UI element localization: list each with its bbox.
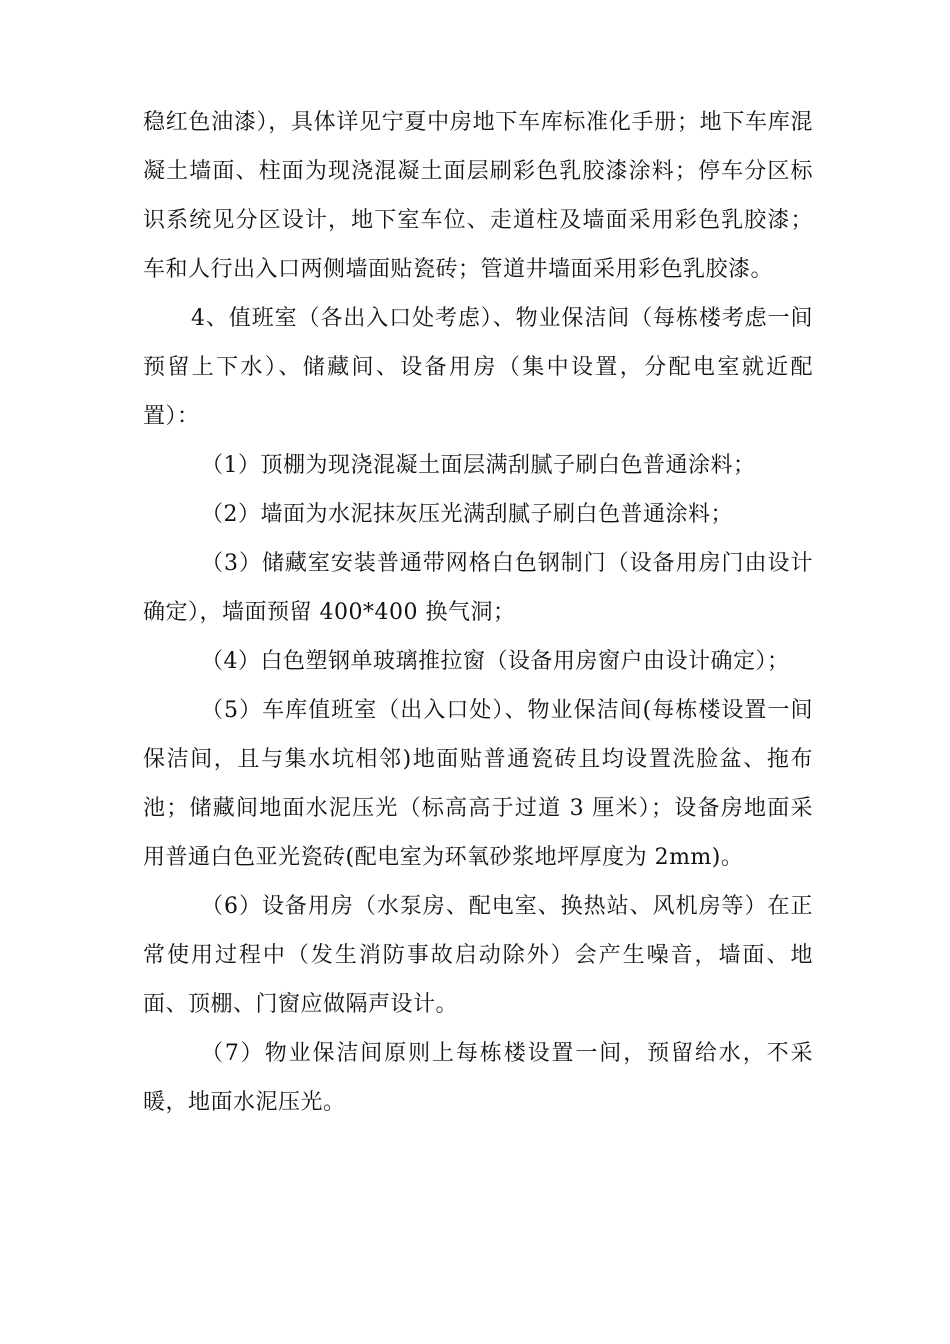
paragraph-section-4: 4、值班室（各出入口处考虑）、物业保洁间（每栋楼考虑一间预留上下水）、储藏间、设备用房（集中设置，分配电室就近配置）：: [143, 306, 813, 429]
document-body: [143, 98, 813, 1127]
list-item-1: （1）顶棚为现浇混凝土面层满刮腻子刷白色普通涂料；: [201, 453, 756, 478]
list-item-2: （2）墙面为水泥抹灰压光满刮腻子刷白色普通涂料；: [201, 502, 733, 527]
paragraph-continuation: 稳红色油漆），具体详见宁夏中房地下车库标准化手册；地下车库混凝土墙面、柱面为现浇混凝土面层刷彩色乳胶漆涂料；停车分区标识系统见分区设计，地下室车位、走道柱及墙面采用彩色乳胶漆；车和人行出入口两侧墙面贴瓷砖；管道井墙面采用彩色乳胶漆。: [143, 110, 813, 282]
list-item-4: （4）白色塑钢单玻璃推拉窗（设备用房窗户由设计确定）；: [201, 649, 790, 674]
list-item-7: （7）物业保洁间原则上每栋楼设置一间，预留给水，不采暖，地面水泥压光。: [143, 1041, 813, 1115]
list-item-6: （6）设备用房（水泵房、配电室、换热站、风机房等）在正常使用过程中（发生消防事故启动除外）会产生噪音，墙面、地面、顶棚、门窗应做隔声设计。: [143, 894, 813, 1017]
list-item-3: （3）储藏室安装普通带网格白色钢制门（设备用房门由设计确定），墙面预留 400*400 换气洞；: [143, 551, 813, 625]
list-item-5: （5）车库值班室（出入口处）、物业保洁间(每栋楼设置一间保洁间，且与集水坑相邻)地面贴普通瓷砖且均设置洗脸盆、拖布池；储藏间地面水泥压光（标高高于过道 3 厘米）；设备房地面采用普通白色亚光瓷砖(配电室为环氧砂浆地坪厚度为 2mm)。: [143, 698, 813, 870]
